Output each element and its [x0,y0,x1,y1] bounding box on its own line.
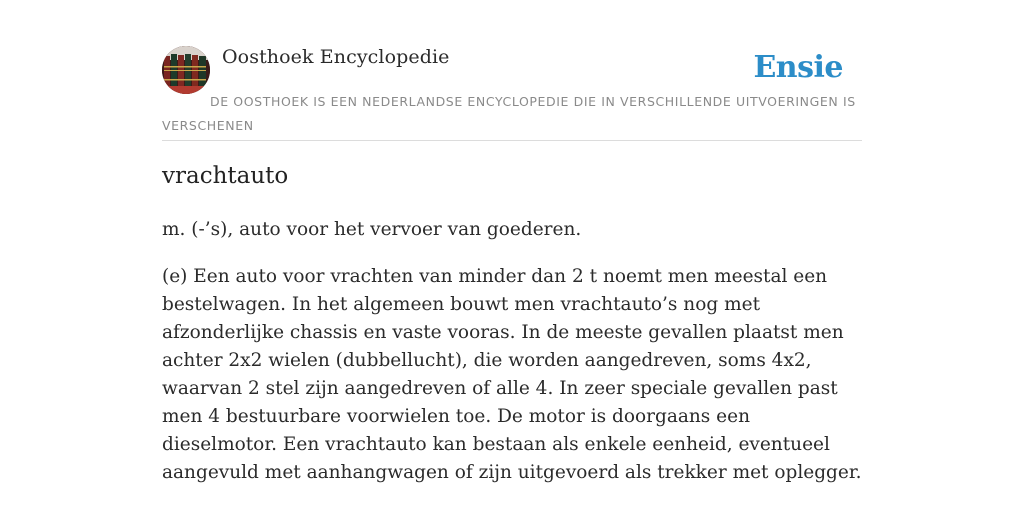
book-spines-icon [162,46,210,94]
source-description: DE OOSTHOEK IS EEN NEDERLANDSE ENCYCLOPEDIE DIE IN VERSCHILLENDE UITVOERINGEN IS VERSCHENEN [162,94,856,133]
brand-logo[interactable]: Ensie [753,50,843,85]
entry-definition: m. (-’s), auto voor het vervoer van goederen. [162,219,582,240]
entry-headword: vrachtauto [162,163,289,189]
source-header [162,46,862,141]
source-avatar[interactable] [162,46,210,94]
entry-body: (e) Een auto voor vrachten van minder dan 2 t noemt men meestal een bestelwagen. In het algemeen bouwt men vrachtauto’s nog met afzonderlijke chassis en vaste vooras. In de meeste gevallen plaatst men achter 2x2 wielen (dubbellucht), die worden aangedreven, soms 4x2, waarvan 2 stel zijn aangedreven of alle 4. In zeer speciale gevallen past men 4 bestuurbare voorwielen toe. De motor is doorgaans een dieselmotor. Een vrachtauto kan bestaan als enkele eenheid, eventueel aangevuld met aanhangwagen of zijn uitgevoerd als trekker met oplegger. [162,266,862,483]
source-title[interactable]: Oosthoek Encyclopedie [222,46,450,68]
